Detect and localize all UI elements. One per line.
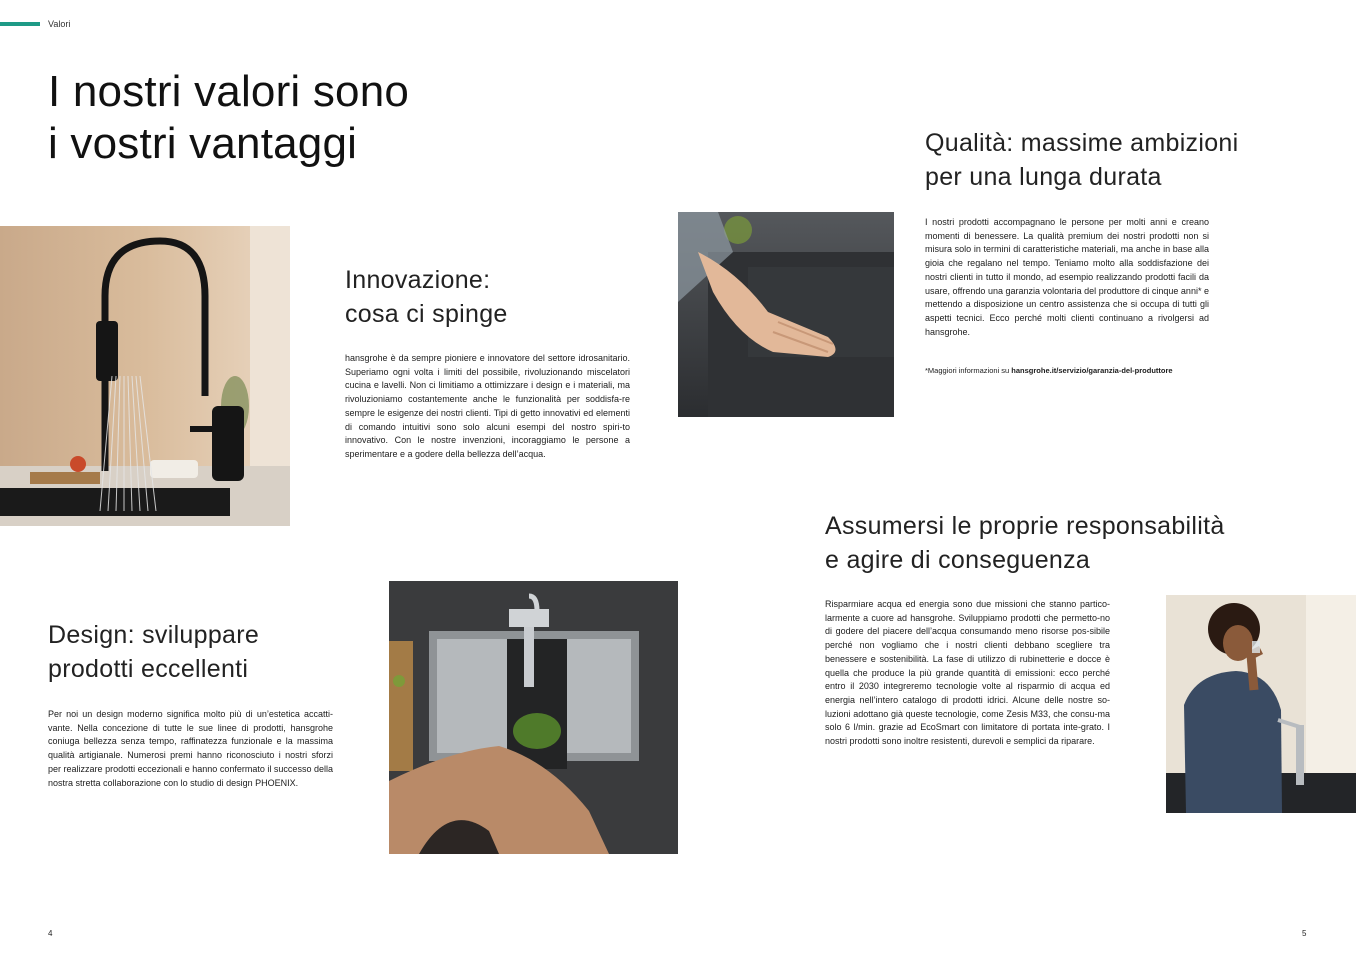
design-heading-line-2: prodotti eccellenti: [48, 655, 249, 683]
page-title-line-2: i vostri vantaggi: [48, 119, 358, 168]
innovation-heading-line-1: Innovazione:: [345, 266, 491, 294]
responsibility-body: Risparmiare acqua ed energia sono due missioni che stanno partico-larmente a cuore ad hansgrohe. Sviluppiamo prodotti che permetto-no di godere del piacere dell’acqua consumando meno risorse pos-sibile perché non vogliamo che i nostri clienti debbano scegliere tra benessere e sostenibilità. La fase di utilizzo di rubinetterie e docce è quella che produce la più grande quantità di emissioni: ecco perché entro il 2030 integreremo tecnologie volte al risparmio di acqua ed energia nell’intero catalogo di prodotti idrici. Alcune delle nostre so-luzioni adottano già queste tecnologie, come Zesis M33, che consu-ma solo 6 l/min. grazie ad EcoSmart con limitatore di portata inte-grato. I nostri prodotti sono inoltre resistenti, durevoli e semplici da riparare.: [825, 599, 1110, 747]
quality-heading: [925, 126, 1238, 194]
warranty-link[interactable]: hansgrohe.it/servizio/garanzia-del-produttore: [1011, 366, 1173, 375]
innovation-heading-line-2: cosa ci spinge: [345, 300, 508, 328]
responsibility-heading-line-2: e agire di conseguenza: [825, 546, 1091, 574]
design-body: Per noi un design moderno significa molto più di un’estetica accatti-vante. Nella concezione di tutte le sue linee di prodotti, hansgrohe coniuga bellezza senza tempo, raffinatezza funzionale e la massima qualità artigianale. Numerosi premi hanno riconosciuto i nostri sforzi per realizzare prodotti eccezionali e hanno confermato il successo della nostra stretta collaborazione con lo studio di design PHOENIX.: [48, 709, 333, 788]
design-heading-line-1: Design: sviluppare: [48, 621, 260, 649]
woman-drinking-photo: [1166, 595, 1356, 813]
quality-body: I nostri prodotti accompagnano le persone per molti anni e creano momenti di benessere. La qualità premium dei nostri prodotti non si misura solo in termini di caratteristiche materiali, ma anche in base alla gioia che regalano nel tempo. Teniamo molto alla soddisfazione dei nostri clienti in tutto il mondo, ad esempio realizzando prodotti facili da usare, offrendo una garanzia volontaria del produttore di cinque anni* e mettendo a disposizione un centro assistenza che si occupa di tutti gli aspetti tecnici. Ecco perché molti clienti continuano a rivolgersi ad hansgrohe.: [925, 217, 1209, 337]
page-number-right: 5: [1302, 929, 1307, 938]
page-number-left: 4: [48, 929, 53, 938]
page-title: [48, 66, 409, 170]
section-label: Valori: [48, 19, 71, 29]
page-title-line-1: I nostri valori sono: [48, 67, 410, 116]
innovation-heading: [345, 263, 508, 331]
sink-top-view-photo: [389, 581, 678, 854]
section-accent-line: [0, 22, 40, 26]
design-heading: [48, 618, 259, 686]
footnote-prefix: *Maggiori informazioni su: [925, 366, 1012, 375]
innovation-body: hansgrohe è da sempre pioniere e innovatore del settore idrosanitario. Superiamo ogni volta i limiti del possibile, rivoluzionando miscelatori cucina e lavelli. Non ci limitiamo a ottimizzare i design e i materiali, ma rivoluzioniamo costantemente anche le funzionalità per soddisfa-re sempre le esigenze dei nostri clienti. Tipi di getto innovativi ed elementi di comando intuitivi sono solo alcuni esempi del nostro spiri-to innovativo. Con le nostre invenzioni, incoraggiamo le persone a sperimentare e a godere della bellezza dell’acqua.: [345, 353, 630, 459]
quality-heading-line-2: per una lunga durata: [925, 163, 1162, 191]
responsibility-heading: [825, 509, 1225, 577]
quality-footnote: [925, 364, 1245, 378]
faucet-kitchen-photo: [0, 226, 290, 526]
responsibility-heading-line-1: Assumersi le proprie responsabilità: [825, 512, 1225, 540]
quality-heading-line-1: Qualità: massime ambizioni: [925, 129, 1239, 157]
hand-on-sink-photo: [678, 212, 894, 417]
